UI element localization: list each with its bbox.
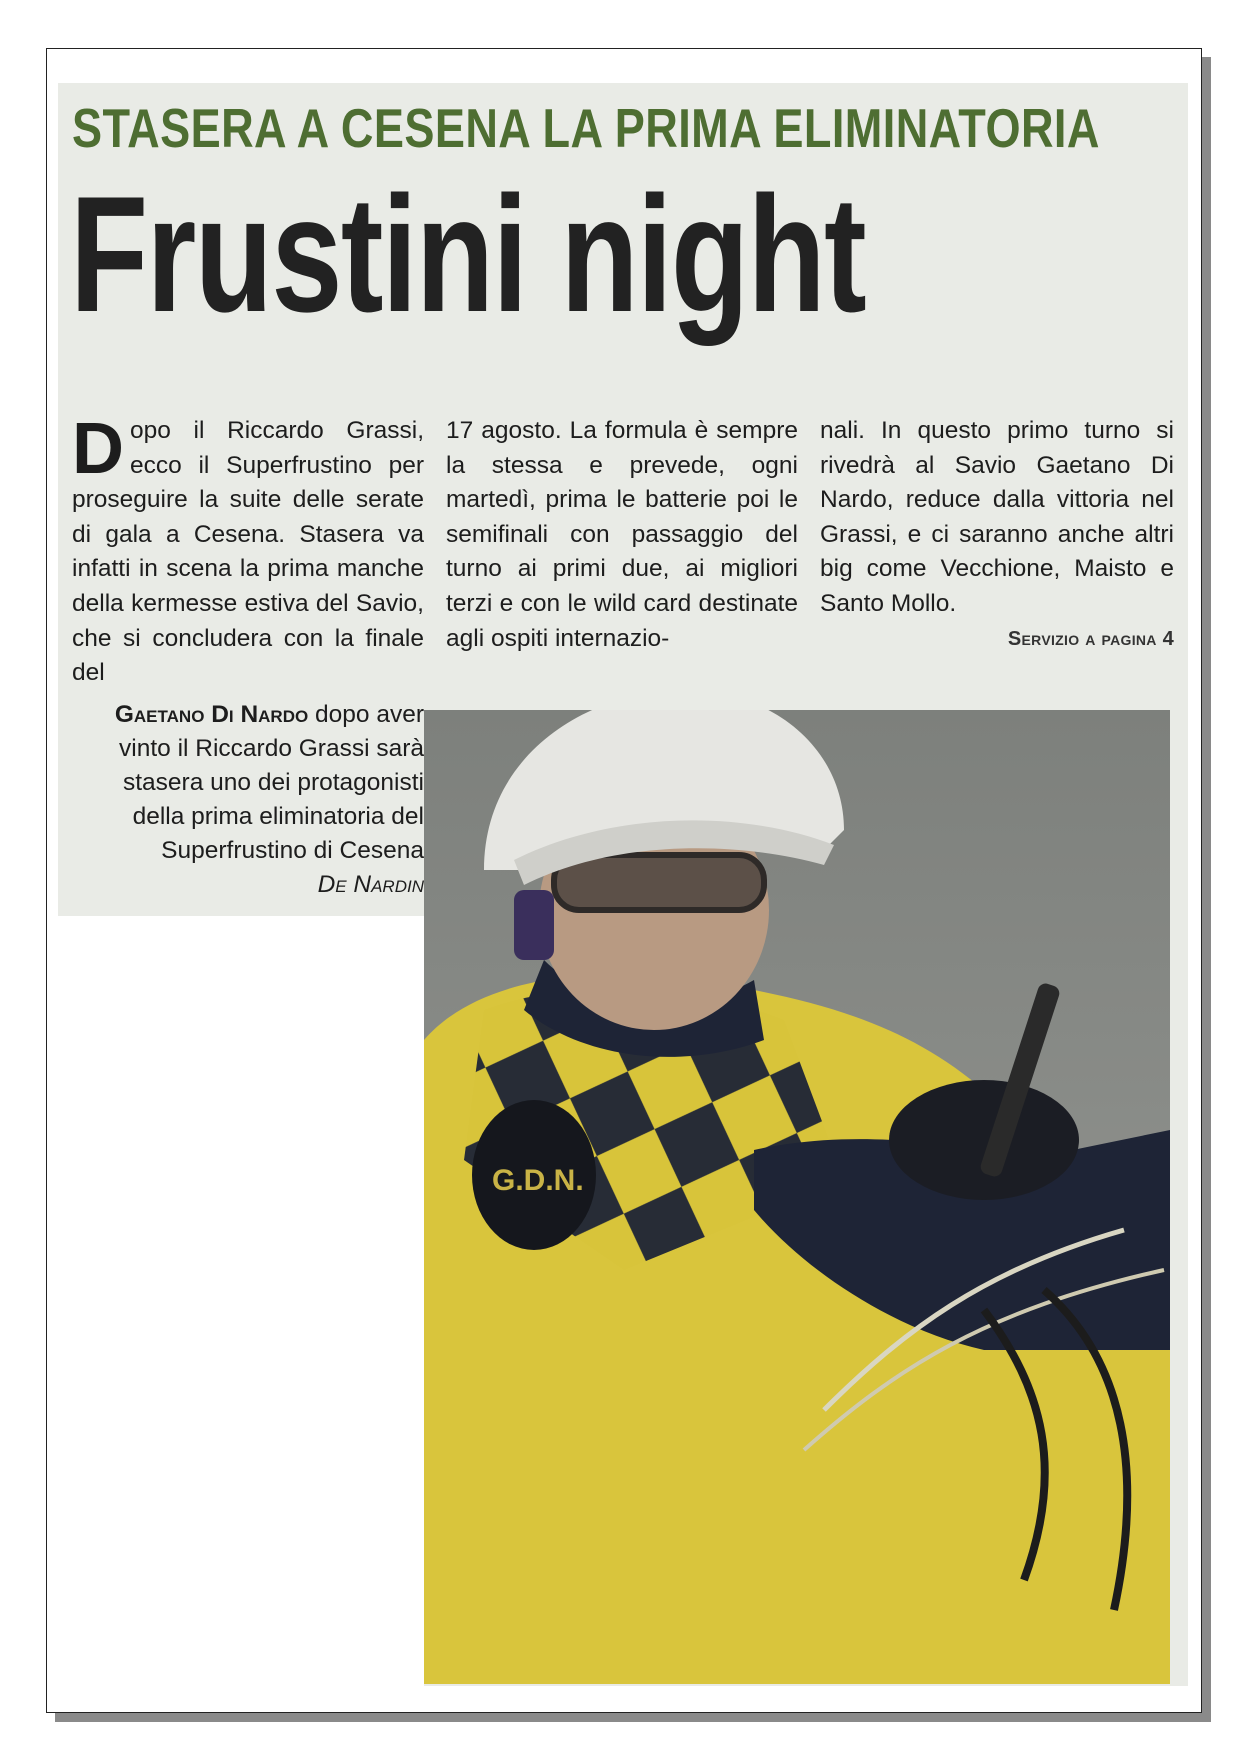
driver-illustration	[424, 710, 1170, 1684]
article-kicker: STASERA A CESENA LA PRIMA ELIMINATORIA	[72, 97, 1100, 159]
caption-text: dopo aver vinto il Riccardo Grassi sarà stasera uno dei protagonisti della prima eliminatoria del Superfrustino di Cesena	[119, 701, 424, 864]
photo-credit: De Nardin	[317, 871, 424, 898]
drop-cap: D	[72, 409, 124, 489]
photo-caption	[72, 698, 424, 902]
article-column-3	[820, 414, 1174, 622]
article-column-2	[446, 414, 798, 656]
column-2-text: 17 agosto. La formula è sempre la stessa e prevede, ogni martedì, prima le batterie poi le semifinali con passaggio del turno ai primi due, ai migliori terzi e con le wild card destinate agli ospiti internazio-	[446, 417, 798, 652]
column-1-text: opo il Riccardo Grassi, ecco il Superfrustino per proseguire la suite delle serate di gala a Cesena. Stasera va infatti in scena la prima manche della kermesse estiva del Savio, che si concludera con la finale del	[72, 417, 424, 687]
caption-name: Gaetano Di Nardo	[114, 701, 309, 728]
driver-photo	[424, 710, 1170, 1684]
article-headline: Frustini night	[70, 162, 866, 346]
article-column-1	[72, 409, 424, 691]
jacket-initials: G.D.N.	[492, 1164, 584, 1197]
service-reference: Servizio a pagina 4	[1007, 628, 1174, 650]
column-3-text: nali. In questo primo turno si rivedrà al Savio Gaetano Di Nardo, reduce dalla vittoria nel Grassi, e ci saranno anche altri big come Vecchione, Maisto e Santo Mollo.	[820, 417, 1174, 617]
